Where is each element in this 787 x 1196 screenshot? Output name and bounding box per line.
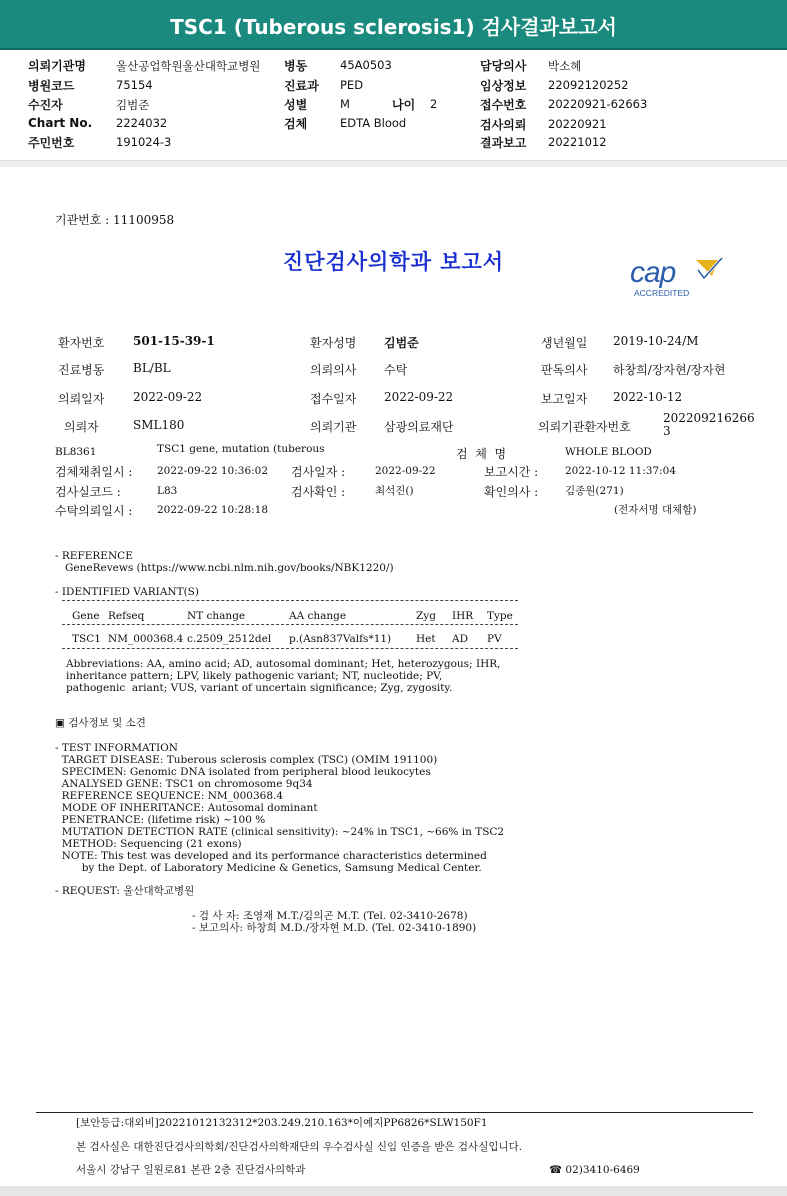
value-hospital-code: 75154 — [116, 78, 153, 92]
label-test-request: 검사의뢰 — [480, 118, 527, 132]
findings-heading: ▣ 검사정보 및 소견 — [55, 717, 146, 729]
value-request-date: 2022-09-22 — [133, 390, 203, 404]
request-line: - REQUEST: 울산대학교병원 — [55, 885, 195, 897]
cell-type: PV — [487, 633, 502, 645]
value-resident-no: 191024-3 — [116, 135, 172, 149]
value-test-date: 2022-09-22 — [375, 465, 436, 477]
reference-text: GeneRevews (https://www.ncbi.nlm.nih.gov/books/NBK1220/) — [65, 562, 394, 574]
label-ordering-physician: 의뢰의사 — [310, 363, 357, 377]
variants-heading: - IDENTIFIED VARIANT(S) — [55, 586, 199, 598]
label-sex: 성별 — [284, 98, 308, 112]
test-info-line: - TEST INFORMATION — [55, 742, 178, 754]
label-specimen: 검체 — [284, 117, 308, 131]
col-ihr: IHR — [452, 610, 474, 622]
table-header-rule — [62, 624, 518, 625]
phone-number: ☎ 02)3410-6469 — [549, 1164, 640, 1176]
value-specimen-name: WHOLE BLOOD — [565, 446, 652, 458]
value-attending-doctor: 박소혜 — [548, 59, 582, 73]
security-line: [보안등급:대외비]20221012132312*203.249.210.163*이예지PP6826*SLW150F1 — [76, 1117, 488, 1129]
institution-number: 기관번호 : 11100958 — [55, 213, 175, 227]
value-report-date: 2022-10-12 — [613, 390, 683, 404]
value-result-report: 20221012 — [548, 135, 607, 149]
value-report-time: 2022-10-12 11:37:04 — [565, 465, 677, 477]
value-ward: 45A0503 — [340, 58, 392, 72]
table-top-rule — [62, 600, 518, 601]
col-zyg: Zyg — [416, 610, 436, 622]
label-org-patient-no: 의뢰기관환자번호 — [538, 420, 631, 434]
value-confirm-physician: 김종원(271) — [565, 485, 624, 497]
label-patient-name: 환자성명 — [310, 336, 357, 350]
cap-logo-subtext: ACCREDITED — [634, 288, 690, 298]
label-report-time: 보고시간 : — [484, 465, 539, 479]
col-refseq: Refseq — [108, 610, 145, 622]
value-sex: M — [340, 97, 350, 111]
label-department: 진료과 — [284, 79, 319, 93]
label-patient-no: 환자번호 — [58, 336, 105, 350]
cell-nt-change: c.2509_2512del — [187, 633, 272, 645]
label-clinical-info: 임상정보 — [480, 79, 527, 93]
label-ward: 병동 — [284, 59, 308, 73]
value-referral-time: 2022-09-22 10:28:18 — [157, 504, 269, 516]
title-bar — [0, 0, 787, 50]
value-ward-code: BL/BL — [133, 361, 171, 375]
value-interpreting-physician: 하창희/장자현/장자현 — [613, 363, 726, 377]
label-referral-time: 수탁의뢰일시 : — [55, 504, 133, 518]
value-patient-no: 501-15-39-1 — [133, 334, 215, 348]
col-gene: Gene — [72, 610, 100, 622]
test-info-line: REFERENCE SEQUENCE: NM_000368.4 — [55, 790, 284, 802]
label-collection-time: 검체채취일시 : — [55, 465, 133, 479]
label-requesting-institution: 의뢰기관명 — [28, 59, 86, 73]
report-title: TSC1 (Tuberous sclerosis1) 검사결과보고서 — [170, 15, 617, 39]
label-receipt-date: 접수일자 — [310, 392, 357, 406]
value-department: PED — [340, 78, 364, 92]
value-test-request: 20220921 — [548, 117, 607, 131]
test-info-line: METHOD: Sequencing (21 exons) — [55, 838, 242, 850]
label-lab-code: 검사실코드 : — [55, 485, 121, 499]
test-info-line: MODE OF INHERITANCE: Autosomal dominant — [55, 802, 318, 814]
cell-zyg: Het — [416, 633, 436, 645]
test-info-line: TARGET DISEASE: Tuberous sclerosis complex (TSC) (OMIM 191100) — [55, 754, 438, 766]
document-title: 진단검사의학과 보고서 — [282, 250, 505, 274]
value-org-patient-no-line2: 3 — [663, 424, 671, 438]
value-lab-code: L83 — [157, 485, 178, 497]
label-accession-no: 접수번호 — [480, 98, 527, 112]
label-confirm-physician: 확인의사 : — [484, 485, 539, 499]
certification-line: 본 검사실은 대한진단검사의학회/진단검사의학재단의 우수검사실 신임 인증을 받은 검사실입니다. — [76, 1141, 523, 1153]
value-specimen: EDTA Blood — [340, 116, 407, 130]
col-aa-change: AA change — [289, 610, 347, 622]
cell-aa-change: p.(Asn837Valfs*11) — [289, 633, 392, 645]
abbreviations-line1: Abbreviations: AA, amino acid; AD, autosomal dominant; Het, heterozygous; IHR, — [66, 658, 501, 670]
label-test-date: 검사일자 : — [291, 465, 346, 479]
value-test-confirm: 최석진() — [375, 485, 414, 497]
signer-line-tester: - 검 사 자: 조영재 M.T./김의곤 M.T. (Tel. 02-3410-2678) — [192, 910, 468, 922]
label-test-confirm: 검사확인 : — [291, 485, 346, 499]
col-type: Type — [487, 610, 513, 622]
value-requesting-institution: 울산공업학원울산대학교병원 — [116, 59, 261, 73]
value-collection-time: 2022-09-22 10:36:02 — [157, 465, 269, 477]
test-info-line: ANALYSED GENE: TSC1 on chromosome 9q34 — [55, 778, 313, 790]
cell-ihr: AD — [452, 633, 469, 645]
value-age: 2 — [430, 97, 438, 111]
bottom-bar — [0, 1186, 787, 1196]
label-patient: 수진자 — [28, 98, 63, 112]
label-requesting-org: 의뢰기관 — [310, 420, 357, 434]
label-birth-date: 생년월일 — [541, 336, 588, 350]
label-age: 나이 — [392, 98, 416, 112]
test-info-line: NOTE: This test was developed and its performance characteristics determined — [55, 850, 487, 862]
label-request-date: 의뢰일자 — [58, 392, 105, 406]
header-separator — [0, 160, 787, 167]
label-result-report: 결과보고 — [480, 136, 527, 150]
cell-refseq: NM_000368.4 — [108, 633, 184, 645]
label-interpreting-physician: 판독의사 — [541, 363, 588, 377]
cap-accredited-logo — [626, 256, 730, 300]
reference-heading: - REFERENCE — [55, 550, 133, 562]
value-clinical-info: 22092120252 — [548, 78, 629, 92]
label-resident-no: 주민번호 — [28, 136, 75, 150]
e-signature-note: (전자서명 대체함) — [614, 504, 697, 516]
test-name: TSC1 gene, mutation (tuberous — [157, 443, 325, 455]
abbreviations-line2: inheritance pattern; LPV, likely pathogenic variant; NT, nucleotide; PV, — [66, 670, 443, 682]
col-nt-change: NT change — [187, 610, 246, 622]
label-requester: 의뢰자 — [64, 420, 99, 434]
label-report-date: 보고일자 — [541, 392, 588, 406]
label-attending-doctor: 담당의사 — [480, 59, 527, 73]
footer-rule — [36, 1112, 753, 1113]
value-patient-name: 김범준 — [384, 336, 419, 350]
signer-line-reporter: - 보고의사: 하창희 M.D./장자현 M.D. (Tel. 02-3410-1890) — [192, 922, 477, 934]
test-info-line: by the Dept. of Laboratory Medicine & Genetics, Samsung Medical Center. — [55, 862, 482, 874]
table-bottom-rule — [62, 648, 518, 649]
abbreviations-line3: pathogenic ariant; VUS, variant of uncertain significance; Zyg, zygosity. — [66, 682, 453, 694]
value-accession-no: 20220921-62663 — [548, 97, 648, 111]
label-hospital-code: 병원코드 — [28, 79, 75, 93]
cap-logo-text: cap — [630, 256, 676, 289]
value-birth-date: 2019-10-24/M — [613, 334, 699, 348]
test-code: BL8361 — [55, 446, 97, 458]
test-info-line: MUTATION DETECTION RATE (clinical sensitivity): ~24% in TSC1, ~66% in TSC2 — [55, 826, 505, 838]
value-ordering-physician: 수탁 — [384, 363, 408, 377]
label-ward-code: 진료병동 — [58, 363, 105, 377]
value-chart-no: 2224032 — [116, 116, 168, 130]
value-requester: SML180 — [133, 418, 185, 432]
value-receipt-date: 2022-09-22 — [384, 390, 454, 404]
value-org-patient-no-line1: 202209216266 — [663, 411, 755, 425]
cell-gene: TSC1 — [72, 633, 101, 645]
address-line: 서울시 강남구 일원로81 본관 2층 진단검사의학과 — [76, 1164, 306, 1176]
value-requesting-org: 삼광의료재단 — [384, 420, 454, 434]
test-info-line: SPECIMEN: Genomic DNA isolated from peripheral blood leukocytes — [55, 766, 431, 778]
label-chart-no: Chart No. — [28, 116, 93, 130]
value-patient: 김범준 — [116, 98, 150, 112]
label-specimen-name: 검 체 명 — [456, 447, 507, 461]
test-info-line: PENETRANCE: (lifetime risk) ~100 % — [55, 814, 266, 826]
